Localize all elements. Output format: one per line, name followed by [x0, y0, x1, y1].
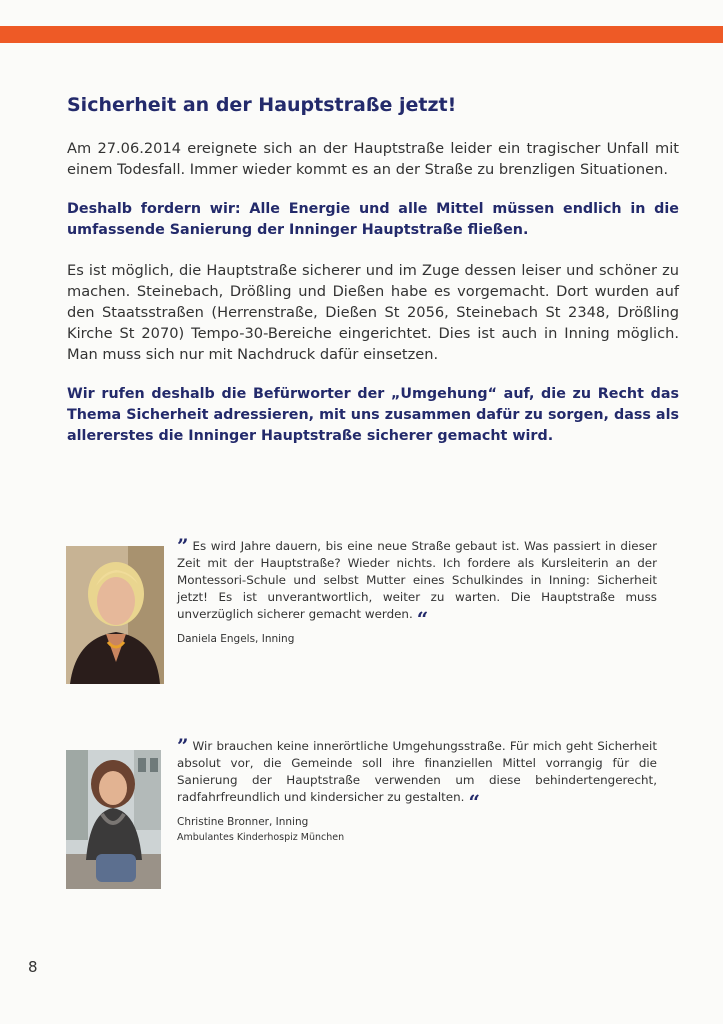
page-title: Sicherheit an der Hauptstraße jetzt!	[67, 94, 457, 116]
intro-paragraph: Am 27.06.2014 ereignete sich an der Hauptstraße leider ein tragischer Unfall mit einem Todesfall. Immer wieder kommt es an der Straße zu brenzligen Situationen.	[67, 140, 679, 178]
quote-text-engels	[177, 534, 657, 647]
demand-paragraph: Deshalb fordern wir: Alle Energie und alle Mittel müssen endlich in die umfassende Sanierung der Inninger Hauptstraße fließen.	[67, 201, 679, 238]
quote-open-mark: ”	[177, 734, 189, 758]
portrait-photo-bronner	[66, 750, 161, 889]
appeal-paragraph: Wir rufen deshalb die Befürworter der „Umgehung“ auf, die zu Recht das Thema Sicherheit adressieren, mit uns zusammen dafür zu sorgen, dass als allererstes die Inninger Hauptstraße sicherer gemacht wird.	[67, 386, 679, 444]
quote-author: Christine Bronner, Inning	[177, 816, 309, 828]
accent-bar	[0, 26, 723, 43]
body-paragraph: Es ist möglich, die Hauptstraße sicherer und im Zuge dessen leiser und schöner zu machen. Steinebach, Drößling und Dießen habe es vorgemacht. Dort wurden auf den Staatsstraßen (Herrenstraße, Dießen St 2056, Steinebach St 2348, Drößling Kirche St 2070) Tempo-30-Bereiche eingerichtet. Dies ist auch in Inning möglich. Man muss sich nur mit Nachdruck dafür einsetzen.	[67, 262, 679, 363]
quote-open-mark: ”	[177, 534, 189, 558]
article	[67, 92, 679, 466]
quote-text-bronner	[177, 734, 657, 845]
page-number: 8	[28, 958, 38, 976]
portrait-photo-engels	[66, 546, 164, 684]
quote-affiliation: Ambulantes Kinderhospiz München	[177, 832, 345, 843]
quote-body: Es wird Jahre dauern, bis eine neue Straße gebaut ist. Was passiert in dieser Zeit mit der Hauptstraße? Wieder nichts. Ich fordere als Kursleiterin an der Montessori-Schule und selbst Mutter eines Schulkindes in Inning: Sicherheit jetzt! Es ist unverantwortlich, weiter zu warten. Die Hauptstraße muss unverzüglich sicherer gemacht werden.	[177, 539, 657, 621]
quote-close-mark: “	[468, 790, 480, 814]
quote-author: Daniela Engels, Inning	[177, 633, 295, 645]
portrait-bronner-icon	[66, 750, 161, 889]
quote-close-mark: “	[416, 607, 429, 631]
quote-body: Wir brauchen keine innerörtliche Umgehungsstraße. Für mich geht Sicherheit absolut vor, die Gemeinde soll ihre finanziellen Mittel vorrangig für die Sanierung der Hauptstraße verwenden um diese behindertengerecht, radfahrfreundlich und kindersicher zu gestalten.	[177, 739, 657, 804]
portrait-engels-icon	[66, 546, 164, 684]
